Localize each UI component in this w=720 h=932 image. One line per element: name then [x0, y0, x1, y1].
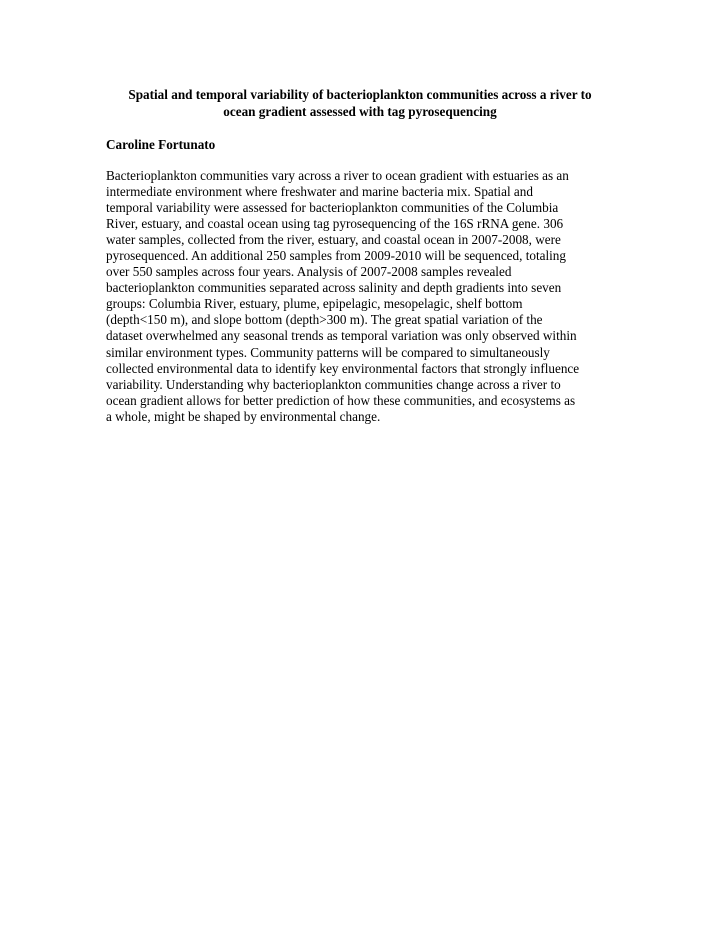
abstract-paragraph: [106, 168, 618, 425]
abstract-line: Bacterioplankton communities vary across a river to ocean gradient with estuaries as an: [106, 168, 569, 183]
author-name: Caroline Fortunato: [106, 137, 216, 152]
abstract-line: pyrosequenced. An additional 250 samples from 2009-2010 will be sequenced, totaling: [106, 248, 566, 264]
abstract-line: groups: Columbia River, estuary, plume, epipelagic, mesopelagic, shelf bottom: [106, 296, 523, 312]
abstract-line: intermediate environment where freshwater and marine bacteria mix. Spatial and: [106, 184, 533, 200]
abstract-line: temporal variability were assessed for bacterioplankton communities of the Columbia: [106, 200, 559, 216]
abstract-line: dataset overwhelmed any seasonal trends as temporal variation was only observed within: [106, 328, 577, 344]
abstract-line: collected environmental data to identify key environmental factors that strongly influence: [106, 360, 580, 376]
abstract-line: River, estuary, and coastal ocean using tag pyrosequencing of the 16S rRNA gene. 306: [106, 216, 564, 232]
abstract-line: similar environment types. Community patterns will be compared to simultaneously: [106, 344, 550, 360]
title-line: Spatial and temporal variability of bacterioplankton communities across a river to: [128, 87, 592, 102]
document-title: [100, 86, 620, 120]
abstract-line: variability. Understanding why bacterioplankton communities change across a river to: [106, 376, 561, 392]
abstract-line: bacterioplankton communities separated across salinity and depth gradients into seven: [106, 280, 562, 296]
abstract-line: water samples, collected from the river, estuary, and coastal ocean in 2007-2008, were: [106, 232, 561, 248]
abstract-line: ocean gradient allows for better prediction of how these communities, and ecosystems as: [106, 392, 576, 408]
abstract-line: over 550 samples across four years. Analysis of 2007-2008 samples revealed: [106, 264, 512, 280]
abstract-line: (depth<150 m), and slope bottom (depth>300 m). The great spatial variation of the: [106, 312, 543, 328]
abstract-line: a whole, might be shaped by environmental change.: [106, 408, 381, 424]
title-line: ocean gradient assessed with tag pyrosequencing: [223, 104, 497, 119]
